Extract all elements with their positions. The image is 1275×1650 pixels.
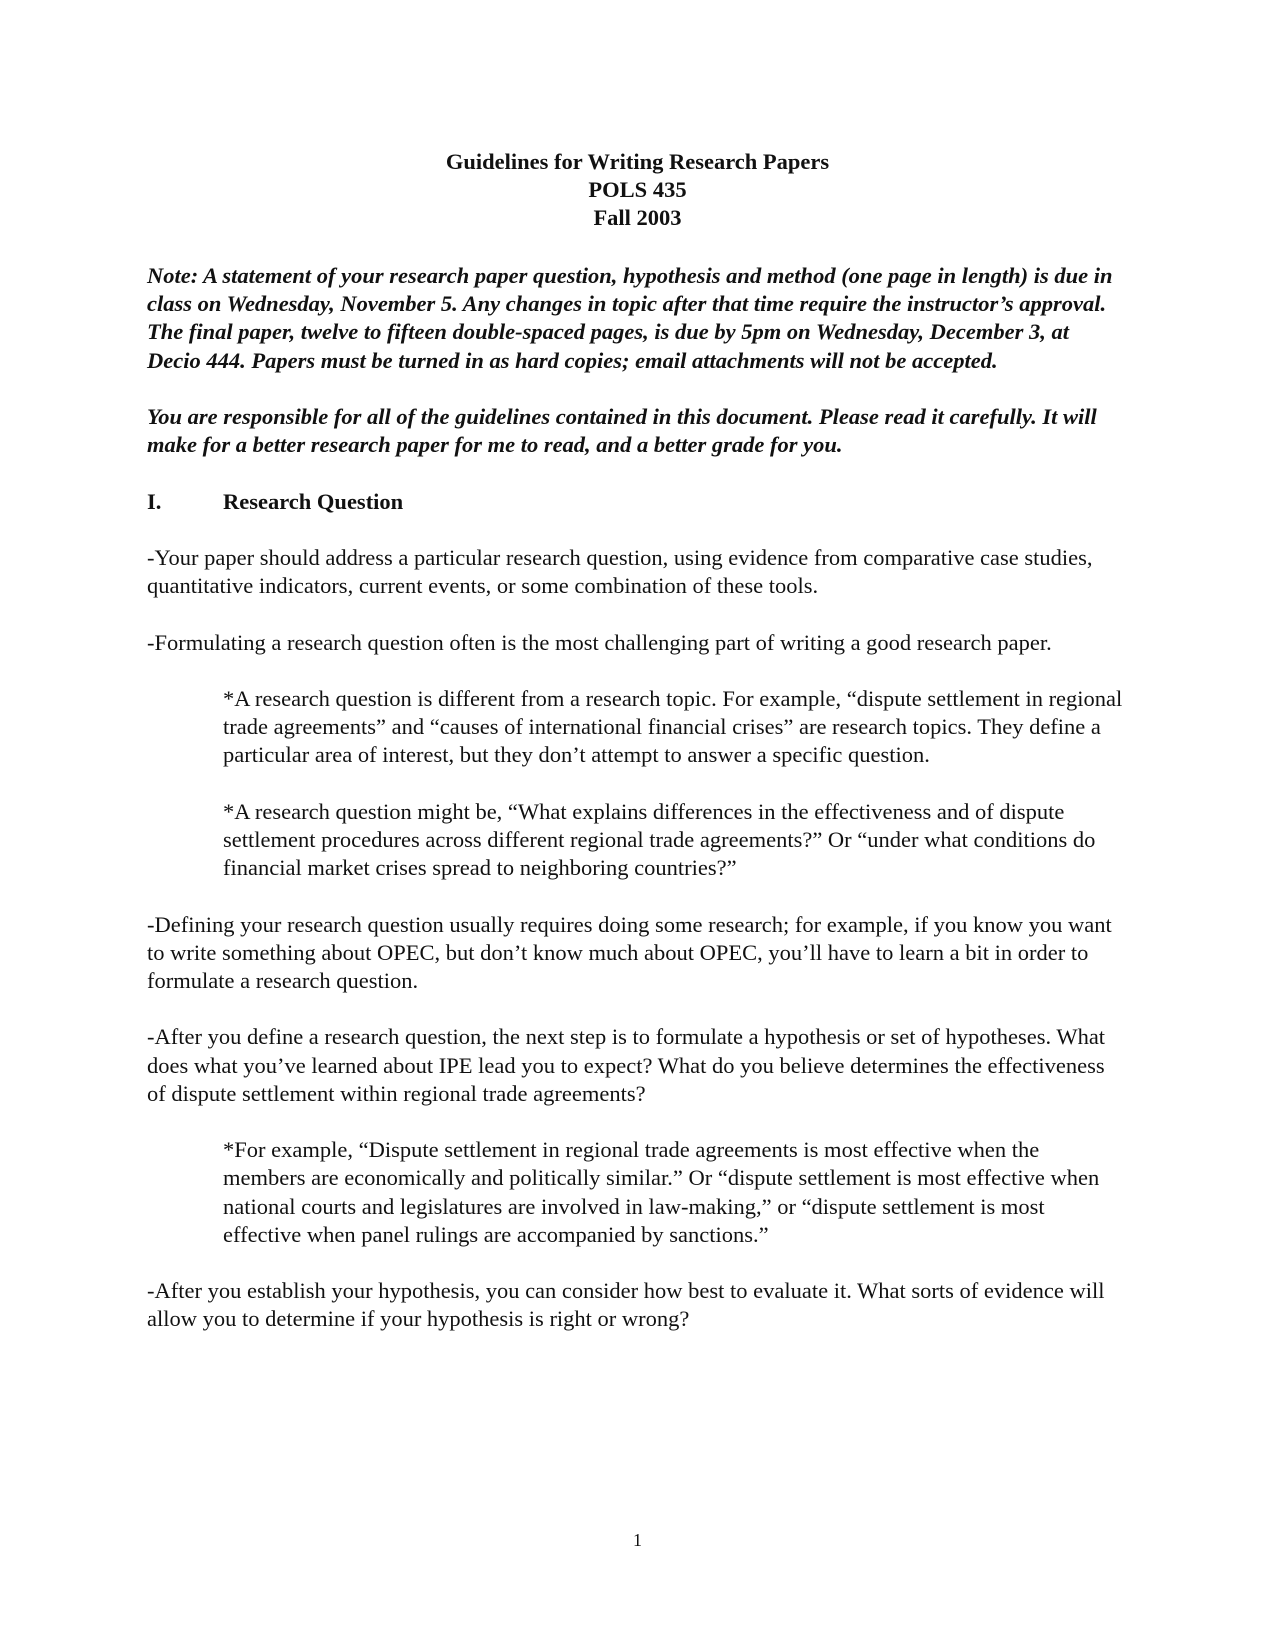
indented-example: *A research question might be, “What explains differences in the effectiveness and of dispute settlement procedures across different regional trade agreements?” Or “under what conditions do financial market crises spread to neighboring countries?”	[223, 798, 1096, 881]
paragraph: -After you define a research question, the next step is to formulate a hypothesis or set of hypotheses. What does what you’ve learned about IPE lead you to expect? What do you believe determines the effectiveness of dispute settlement within regional trade agreements?	[147, 1024, 1106, 1106]
course-code: POLS 435	[588, 177, 687, 202]
document-header	[0, 148, 1275, 232]
document-body	[147, 262, 1127, 1362]
responsibility-note: You are responsible for all of the guidelines contained in this document. Please read it carefully. It will make for a better research paper for me to read, and a better grade for you.	[147, 404, 1097, 458]
paragraph: -Formulating a research question often is the most challenging part of writing a good research paper.	[147, 629, 1052, 655]
section-heading	[147, 488, 1127, 516]
deadline-note: Note: A statement of your research paper question, hypothesis and method (one page in length) is due in class on Wednesday, November 5. Any changes in topic after that time require the instructor’s approval. The final paper, twelve to fifteen double-spaced pages, is due by 5pm on Wednesday, December 3, at Decio 444. Papers must be turned in as hard copies; email attachments will not be accepted.	[147, 263, 1113, 373]
paragraph: -Defining your research question usually requires doing some research; for example, if you know you want to write something about OPEC, but don’t know much about OPEC, you’ll have to learn a bit in order to formulate a research question.	[147, 911, 1112, 993]
paragraph: -After you establish your hypothesis, you can consider how best to evaluate it. What sorts of evidence will allow you to determine if your hypothesis is right or wrong?	[147, 1278, 1105, 1332]
paragraph: -Your paper should address a particular research question, using evidence from comparative case studies, quantitative indicators, current events, or some combination of these tools.	[147, 544, 1093, 599]
indented-example: *A research question is different from a research topic. For example, “dispute settlement in regional trade agreements” and “causes of international financial crises” are research topics. They define a particular area of interest, but they don’t attempt to answer a specific question.	[223, 685, 1123, 768]
document-title: Guidelines for Writing Research Papers	[445, 149, 830, 174]
page-number: 1	[633, 1530, 642, 1550]
indented-example: *For example, “Dispute settlement in regional trade agreements is most effective when the members are economically and politically similar.” Or “dispute settlement is most effective when national courts and legislatures are involved in law-making,” or “dispute settlement is most effective when panel rulings are accompanied by sanctions.”	[223, 1137, 1100, 1247]
section-title: Research Question	[223, 488, 404, 514]
term: Fall 2003	[593, 205, 682, 230]
section-number: I.	[147, 488, 162, 514]
